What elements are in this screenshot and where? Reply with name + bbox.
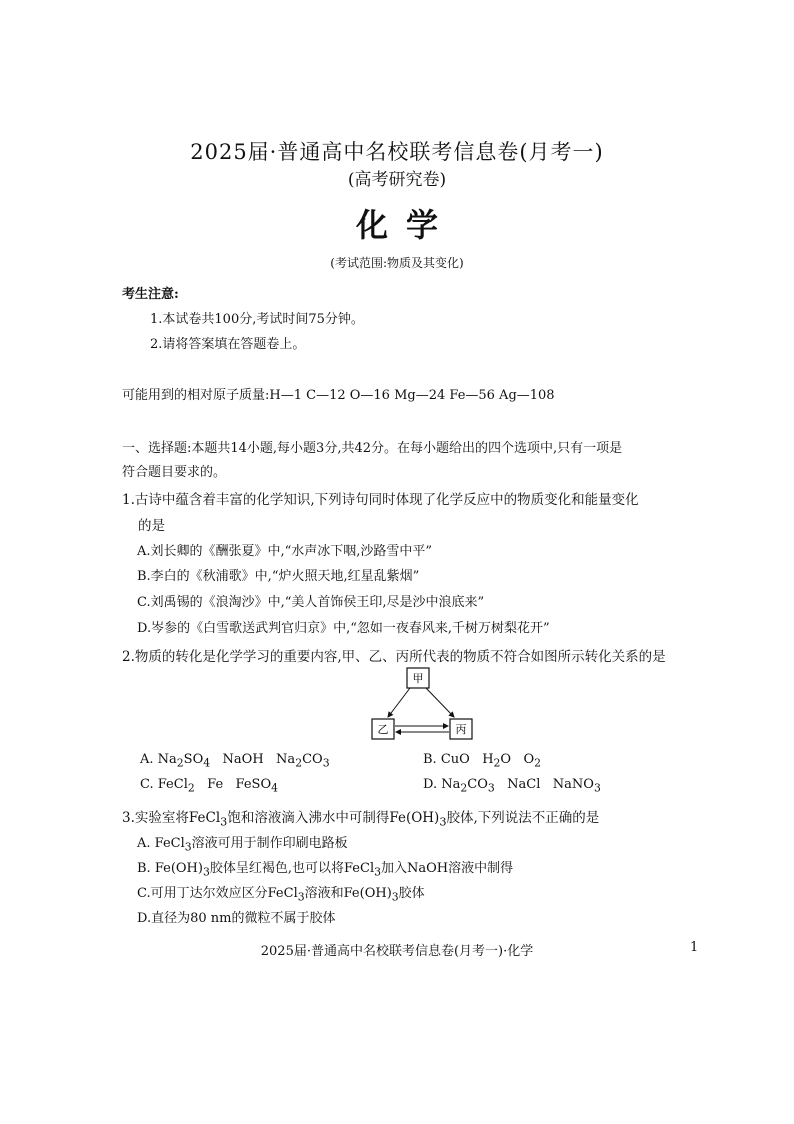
question-3-option-a: A. FeCl$_3$溶液可用于制作印刷电路板 xyxy=(137,836,348,854)
atomic-masses: 可能用到的相对原子质量:H—1 C—12 O—16 Mg—24 Fe—56 Ag—108 xyxy=(122,388,555,403)
notice-item-2: 2.请将答案填在答题卷上。 xyxy=(150,337,306,352)
question-3-option-d: D.直径为80 nm的微粒不属于胶体 xyxy=(137,911,336,926)
box-yi-label: 乙 xyxy=(377,723,389,736)
box-bing-label: 丙 xyxy=(455,723,467,736)
exam-scope: (考试范围:物质及其变化) xyxy=(330,256,464,270)
exam-subtitle: (高考研究卷) xyxy=(347,170,447,190)
notice-item-1: 1.本试卷共100分,考试时间75分钟。 xyxy=(150,312,364,327)
question-1-stem-cont: 的是 xyxy=(138,518,165,534)
page-footer: 2025届·普通高中名校联考信息卷(月考一)·化学 xyxy=(260,944,534,959)
question-2-option-a: A. $Na_2SO_4$ NaOH $Na_2CO_3$ xyxy=(140,752,330,770)
conversion-diagram xyxy=(366,666,478,746)
question-2-stem: 2.物质的转化是化学学习的重要内容,甲、乙、丙所代表的物质不符合如图所示转化关系的是 xyxy=(122,649,666,665)
question-1-option-d: D.岑参的《白雪歌送武判官归京》中,“忽如一夜春风来,千树万树梨花开” xyxy=(137,621,550,636)
question-3-option-b: B. $Fe(OH)_3$胶体呈红褐色,也可以将FeCl$_3$加入NaOH溶液中制得 xyxy=(137,861,514,879)
section-instructions-cont: 符合题目要求的。 xyxy=(122,465,227,480)
question-2-option-b: B. CuO $H_2O$ $O_2$ xyxy=(423,752,542,770)
subject-title: 化学 xyxy=(355,206,456,244)
question-3-option-c: C.可用丁达尔效应区分FeCl$_3$溶液和$Fe(OH)_3$胶体 xyxy=(137,886,425,904)
question-1-option-c: C.刘禹锡的《浪淘沙》中,“美人首饰侯王印,尽是沙中浪底来” xyxy=(137,595,485,610)
question-2-option-d: D. $Na_2CO_3$ NaCl NaNO$_3$ xyxy=(423,777,601,795)
question-2-option-c: C. FeCl$_2$ Fe FeSO$_4$ xyxy=(140,777,279,795)
question-1-stem: 1.古诗中蕴含着丰富的化学知识,下列诗句同时体现了化学反应中的物质变化和能量变化 xyxy=(122,492,639,508)
section-instructions: 一、选择题:本题共14小题,每小题3分,共42分。在每小题给出的四个选项中,只有一项是 xyxy=(122,441,623,456)
arrow-jia-to-yi xyxy=(388,688,410,717)
exam-title: 2025届·普通高中名校联考信息卷(月考一) xyxy=(190,140,604,164)
arrow-jia-to-bing xyxy=(426,688,454,717)
page-number: 1 xyxy=(690,940,699,955)
question-1-option-b: B.李白的《秋浦歌》中,“炉火照天地,红星乱紫烟” xyxy=(137,569,420,584)
question-3-stem: 3.实验室将FeCl$_3$饱和溶液滴入沸水中可制得$Fe(OH)_3$胶体,下列说法不正确的是 xyxy=(122,810,600,829)
notice-heading: 考生注意: xyxy=(122,287,179,302)
question-1-option-a: A.刘长卿的《酬张夏》中,“水声冰下咽,沙路雪中平” xyxy=(137,544,433,559)
box-jia-label: 甲 xyxy=(412,672,424,685)
